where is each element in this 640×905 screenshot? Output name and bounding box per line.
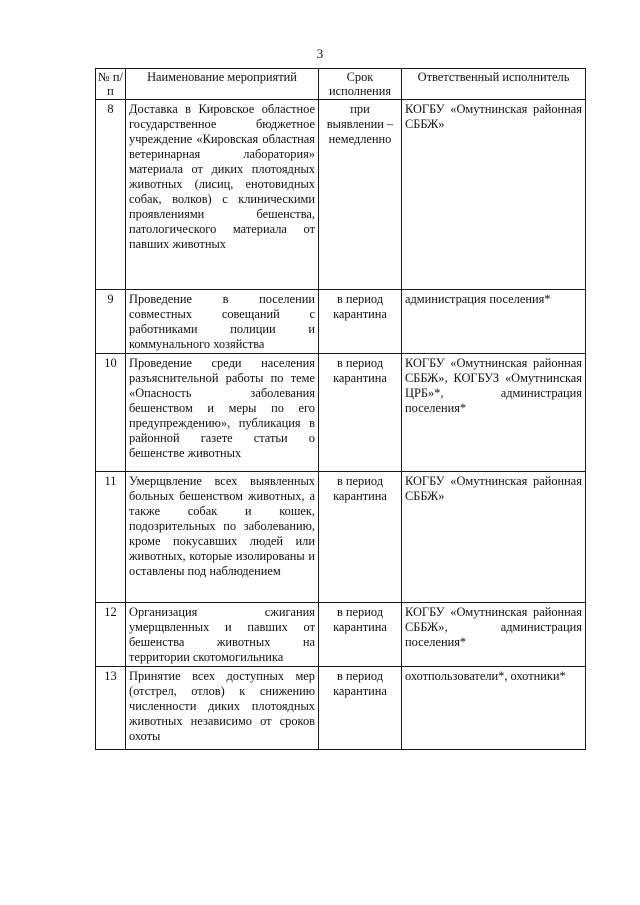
row-number: 8 bbox=[96, 100, 126, 290]
activity-responsible: КОГБУ «Омутнинская районная СББЖ» bbox=[402, 472, 586, 603]
activity-term: в период карантина bbox=[319, 667, 402, 750]
row-number: 10 bbox=[96, 354, 126, 472]
row-number: 9 bbox=[96, 290, 126, 354]
activity-responsible: охотпользователи*, охотники* bbox=[402, 667, 586, 750]
activity-term: при выявлении – немедленно bbox=[319, 100, 402, 290]
activity-term: в период карантина bbox=[319, 603, 402, 667]
activity-term: в период карантина bbox=[319, 354, 402, 472]
activity-term: в период карантина bbox=[319, 290, 402, 354]
activity-name: Организация сжигания умерщвленных и павших от бешенства животных на территории скотомогильника bbox=[126, 603, 319, 667]
header-num: № п/п bbox=[96, 69, 126, 100]
row-number: 12 bbox=[96, 603, 126, 667]
activity-responsible: администрация поселения* bbox=[402, 290, 586, 354]
header-name: Наименование мероприятий bbox=[126, 69, 319, 100]
table-header-row bbox=[96, 69, 586, 100]
header-responsible: Ответственный исполнитель bbox=[402, 69, 586, 100]
table-row bbox=[96, 100, 586, 290]
activity-name: Проведение среди населения разъяснительной работы по теме «Опасность заболевания бешенством и меры по его предупреждению», публикация в районной газете статьи о бешенстве животных bbox=[126, 354, 319, 472]
activities-table bbox=[95, 68, 586, 750]
table-row bbox=[96, 290, 586, 354]
activity-responsible: КОГБУ «Омутнинская районная СББЖ» bbox=[402, 100, 586, 290]
activity-name: Проведение в поселении совместных совещаний с работниками полиции и коммунального хозяйства bbox=[126, 290, 319, 354]
activity-name: Принятие всех доступных мер (отстрел, отлов) к снижению численности диких плотоядных животных независимо от сроков охоты bbox=[126, 667, 319, 750]
table-row bbox=[96, 354, 586, 472]
table-row bbox=[96, 667, 586, 750]
activity-responsible: КОГБУ «Омутнинская районная СББЖ», КОГБУЗ «Омутнинская ЦРБ»*, администрация поселения* bbox=[402, 354, 586, 472]
table-row bbox=[96, 603, 586, 667]
activity-name: Доставка в Кировское областное государственное бюджетное учреждение «Кировская областная ветеринарная лаборатория» материала от диких плотоядных животных (лисиц, енотовидных собак, волков) с клиническими проявлениями бешенства, патологического материала от павших животных bbox=[126, 100, 319, 290]
activity-term: в период карантина bbox=[319, 472, 402, 603]
row-number: 13 bbox=[96, 667, 126, 750]
row-number: 11 bbox=[96, 472, 126, 603]
header-term: Срок исполнения bbox=[319, 69, 402, 100]
page-number: 3 bbox=[316, 46, 324, 61]
activity-responsible: КОГБУ «Омутнинская районная СББЖ», администрация поселения* bbox=[402, 603, 586, 667]
table-row bbox=[96, 472, 586, 603]
activity-name: Умерщвление всех выявленных больных бешенством животных, а также собак и кошек, подозрительных по заболеванию, кроме покусавших людей или животных, которые изолированы и оставлены под наблюдением bbox=[126, 472, 319, 603]
